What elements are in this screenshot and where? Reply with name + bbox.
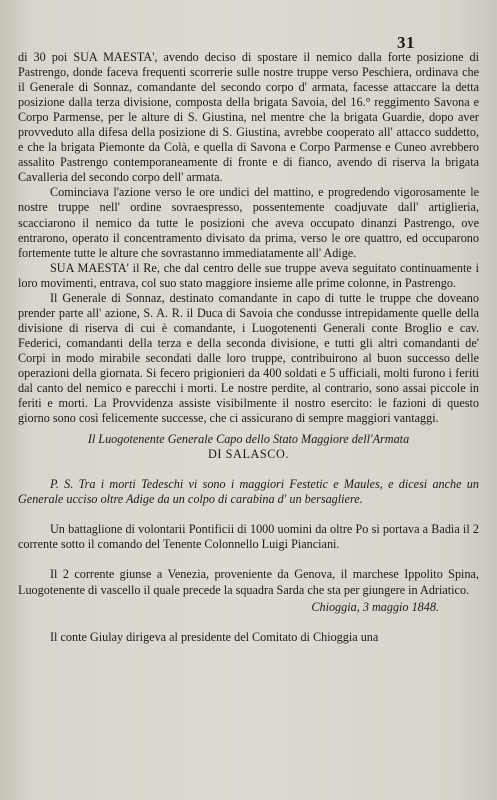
news-pontifical-battalion: Un battaglione di volontarii Pontificii di 1000 uomini da oltre Po si portava a Badia il 2 corrente sotto il comando del Tenente Colonnello Luigi Pianciani. [18,522,479,552]
paragraph-king-entry: SUA MAESTA' il Re, che dal centro delle sue truppe aveva seguitato continuamente i loro movimenti, entrava, col suo stato maggiore insieme alle prime colonne, in Pastrengo. [18,260,479,290]
postscript: P. S. Tra i morti Tedeschi vi sono i maggiori Festetic e Maules, e dicesi anche un Generale ucciso oltre Adige da un colpo di carabina d' un bersagliere. [18,477,479,507]
paragraph-commanders: Il Generale di Sonnaz, destinato comandante in capo di tutte le truppe che doveano prender parte all' azione, S. A. R. il Duca di Savoia che condusse intrepidamente quelle della divisione di riserva di cui è comandante, i Luogotenenti Generali conte Broglio e cav. Federici, comandanti della terza e della seconda divisione, e tutti gli altri comandanti de' Corpi in modo mirabile secondati dalle loro truppe, contribuirono al buon successo delle operazioni della giornata. Si fecero prigionieri da 400 soldati e 5 ufficiali, molti furono i feriti dal canto del nemico e parecchi i morti. Le nostre perdite, al contrario, sono assai piccole in feriti e morti. La Provvidenza assiste visibilmente il nostro esercito: le fazioni di questo giorno sono così felicemente successe, che ci assicurano di sempre maggiori vantaggi. [18,290,479,426]
paragraph-giulay: Il conte Giulay dirigeva al presidente del Comitato di Chioggia una [50,629,379,644]
dateline: Chioggia, 3 maggio 1848. [311,599,439,614]
page-number: 31 [397,33,415,52]
paragraph-battle-progress: Cominciava l'azione verso le ore undici del mattino, e progredendo vigorosamente le nostre truppe nell' ordine sovraespresso, possentemente coadjuvate dall' artiglieria, scacciarono il nemico da tutte le posizioni che aveva occupato dinanzi Pastrengo, ove entrarono, operato il concentramento divisato da prima, verso le ore quattro, ed occuparono fortemente tutte le alture che sovrastanno immediatamente all' Adige. [18,185,479,260]
body-text [18,50,479,645]
signature-name: DI SALASCO. [207,447,290,462]
paragraph-attack-orders: di 30 poi SUA MAESTA', avendo deciso di spostare il nemico dalla forte posizione di Pastrengo, donde faceva frequenti scorrerie sulle nostre truppe verso Peschiera, ordinava che il Generale di Sonnaz, comandante del secondo corpo d' armata, facesse attaccare la detta posizione dalla terza divisione, composta della brigata Savoia, del 16.° reggimento Savona e Corpo Parmense, per le alture di S. Giustina, nel mentre che la brigata Guardie, dopo aver provveduto alla difesa della posizione di S. Giustina, avrebbe cooperato all' attacco suddetto, e che la brigata Piemonte da Colà, e quella di Savona e Corpo Parmense e Cuneo avrebbero assalito Pastrengo contemporaneamente di fronte e di fianco, avendo di riserva la brigata Cavalleria del secondo corpo dell' armata. [18,50,479,185]
news-venice-arrival: Il 2 corrente giunse a Venezia, proveniente da Genova, il marchese Ippolito Spina, Luogotenente di vascello il quale precede la squadra Sarda che sta per giungere in Adriatico. [18,567,479,597]
signature-title: Il Luogotenente Generale Capo dello Stato Maggiore dell'Armata [87,432,410,447]
